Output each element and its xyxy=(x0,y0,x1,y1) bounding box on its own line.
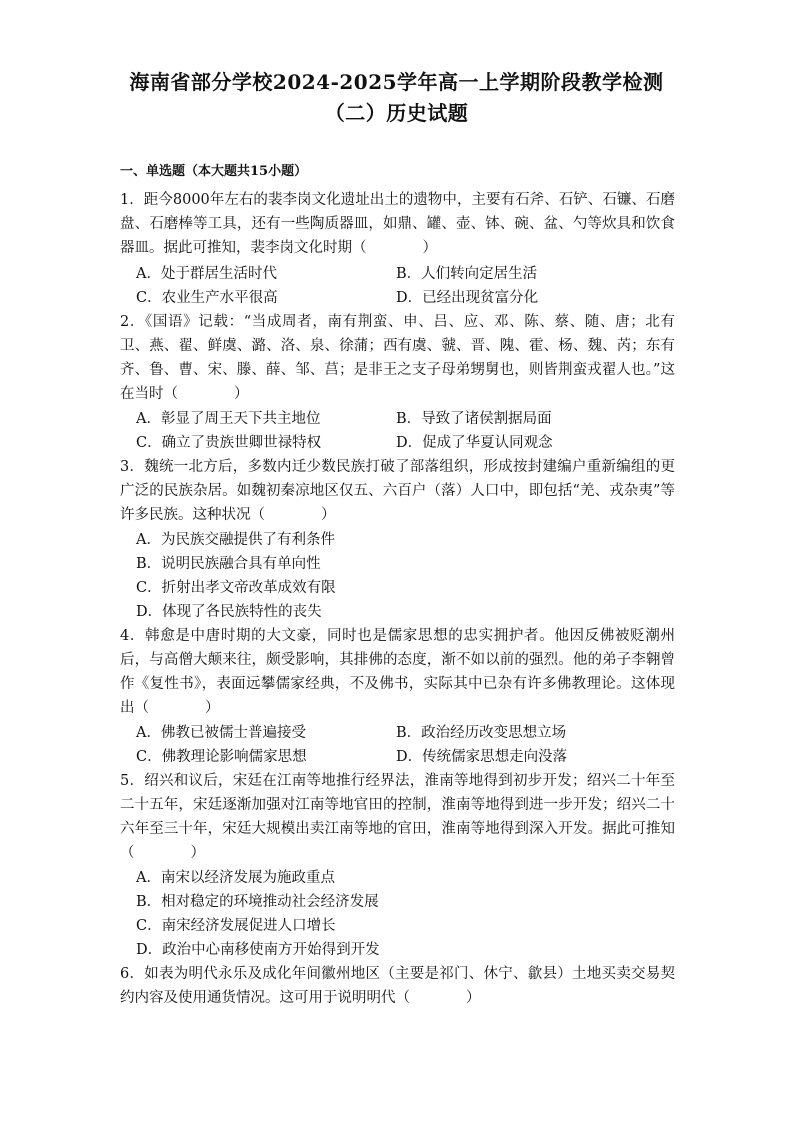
question-2-option-b: B．导致了诸侯割据局面 xyxy=(396,411,552,427)
question-2-option-d: D．促成了华夏认同观念 xyxy=(396,435,553,451)
question-1-stem: 1．距今8000年左右的裴李岗文化遗址出土的遗物中，主要有石斧、石铲、石镰、石磨盘、石磨棒等工具，还有一些陶质器皿，如鼎、罐、壶、钵、碗、盆、勺等炊具和饮食器皿。据此可推知，裴李岗文化时期（ xyxy=(120,192,675,256)
question-5-close: ） xyxy=(190,845,205,861)
question-5 xyxy=(120,769,675,865)
question-4-option-b: B．政治经历改变思想立场 xyxy=(396,725,567,741)
question-2-option-c: C．确立了贵族世卿世禄特权 xyxy=(136,435,322,451)
question-6-close: ） xyxy=(466,990,481,1006)
question-1-option-b: B．人们转向定居生活 xyxy=(396,266,538,282)
question-3 xyxy=(120,455,675,527)
question-5-stem: 5．绍兴和议后，宋廷在江南等地推行经界法，淮南等地得到初步开发；绍兴二十年至二十五年，宋廷逐渐加强对江南等地官田的控制，淮南等地得到进一步开发；绍兴二十六年至三十年，宋廷大规模出卖江南等地的官田，淮南等地得到深入开发。据此可推知（ xyxy=(120,773,675,861)
question-4-option-c: C．佛教理论影响儒家思想 xyxy=(136,749,307,765)
question-3-option-c: C．折射出孝文帝改革成效有限 xyxy=(136,580,336,596)
question-2-close: ） xyxy=(234,386,249,402)
question-1-option-a: A．处于群居生活时代 xyxy=(136,266,277,282)
question-3-close: ） xyxy=(321,507,336,523)
question-3-stem: 3．魏统一北方后，多数内迁少数民族打破了部落组织，形成按封建编户重新编组的更广泛的民族杂居。如魏初秦凉地区仅五、六百户（落）人口中，即包括“羌、戎杂夷”等许多民族。这种状况（ xyxy=(120,459,675,523)
question-1-option-d: D．已经出现贫富分化 xyxy=(396,290,539,306)
question-2-stem: 2．《国语》记载：“当成周者，南有荆蛮、申、吕、应、邓、陈、蔡、随、唐；北有卫、燕、翟、鲜虞、潞、洛、泉、徐蒲；西有虞、虢、晋、隗、霍、杨、魏、芮；东有齐、鲁、曹、宋、滕、薛、邹、莒；是非王之支子母弟甥舅也，则皆荆蛮戎翟人也。”这在当时（ xyxy=(120,314,675,402)
question-5-option-a: A．南宋以经济发展为施政重点 xyxy=(136,870,335,886)
question-2-option-a: A．彰显了周王天下共主地位 xyxy=(136,411,321,427)
question-3-option-d: D．体现了各民族特性的丧失 xyxy=(136,604,322,620)
section-heading: 一、单选题（本大题共15小题） xyxy=(120,164,308,179)
title-line-2: （二）历史试题 xyxy=(324,101,469,125)
question-6 xyxy=(120,962,675,1010)
question-4-close: ） xyxy=(205,700,220,716)
question-4 xyxy=(120,624,675,720)
question-5-option-d: D．政治中心南移使南方开始得到开发 xyxy=(136,942,380,958)
question-4-option-a: A．佛教已被儒士普遍接受 xyxy=(136,725,306,741)
question-2 xyxy=(120,310,675,406)
question-3-option-a: A．为民族交融提供了有利条件 xyxy=(136,532,335,548)
question-1-option-c: C．农业生产水平很高 xyxy=(136,290,278,306)
question-1-close: ） xyxy=(422,240,437,256)
question-5-option-b: B．相对稳定的环境推动社会经济发展 xyxy=(136,894,379,910)
title-line-1: 海南省部分学校2024-2025学年高一上学期阶段教学检测 xyxy=(129,70,664,94)
question-5-option-c: C．南宋经济发展促进人口增长 xyxy=(136,918,336,934)
question-1 xyxy=(120,188,675,260)
question-4-option-d: D．传统儒家思想走向没落 xyxy=(396,749,568,765)
question-6-stem: 6．如表为明代永乐及成化年间徽州地区（主要是祁门、休宁、歙县）土地买卖交易契约内容及使用通货情况。这可用于说明明代（ xyxy=(120,966,675,1006)
question-4-stem: 4．韩愈是中唐时期的大文豪，同时也是儒家思想的忠实拥护者。他因反佛被贬潮州后，与高僧大颠来往，颇受影响，其排佛的态度，渐不如以前的强烈。他的弟子李翱曾作《复性书》，表面远攀儒家经典，不及佛书，实际其中已杂有许多佛教理论。这体现出（ xyxy=(120,628,675,716)
question-3-option-b: B．说明民族融合具有单向性 xyxy=(136,556,321,572)
